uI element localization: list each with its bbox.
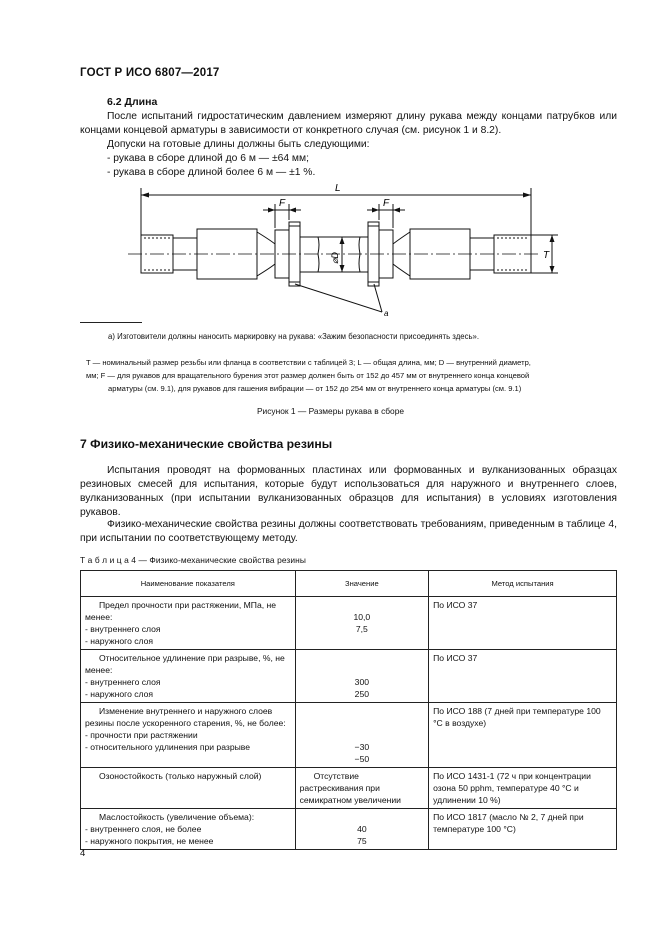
label-F-right: F [383, 198, 390, 209]
label-T: T [543, 250, 550, 261]
row-value: 250 [354, 689, 370, 699]
document-header: ГОСТ Р ИСО 6807—2017 [80, 67, 220, 79]
row-value: 7,5 [355, 624, 368, 634]
table-row [81, 703, 617, 768]
tolerance-item-2: - рукава в сборе длиной более 6 м — ±1 %. [107, 167, 316, 178]
row-value: −50 [354, 754, 370, 764]
label-a: a [384, 309, 389, 318]
section-6-2-para2: Допуски на готовые длины должны быть следующими: [107, 139, 370, 150]
row-method: По ИСО 37 [433, 653, 478, 663]
table-4-caption: Т а б л и ц а 4 — Физико-механические свойства резины [80, 555, 306, 565]
section-7-para1: Испытания проводят на формованных пластинах или формованных и вулканизованных образцах резиновых смесей для испытания, которые будут использоваться для наружного и внутреннего слоев, вулканизованных (при испытании вулканизованных образцов для испытания) в условиях изготовления рукавов. [80, 465, 617, 518]
hose-assembly-figure [120, 182, 570, 322]
page-number: 4 [80, 848, 86, 859]
row-value: 300 [354, 677, 370, 687]
row-method: По ИСО 37 [433, 600, 478, 610]
row-sub: - наружного слоя [85, 689, 154, 699]
footnote-rule [80, 322, 142, 323]
table-row [81, 809, 617, 850]
row-name: Предел прочности при растяжении, МПа, не менее: [85, 600, 277, 622]
section-7-para2: Физико-механические свойства резины должны соответствовать требованиям, приведенным в таблице 4, при испытании по соответствующему методу. [80, 519, 617, 544]
row-method: По ИСО 188 (7 дней при температуре 100 °С в воздухе) [433, 706, 601, 728]
table-row [81, 650, 617, 703]
label-L: L [335, 183, 341, 194]
figure-legend-2: мм; F — для рукавов для вращательного бурения этот размер должен быть от 152 до 457 мм от внутреннего конца концевой [86, 371, 530, 380]
row-sub: - внутреннего слоя [85, 624, 161, 634]
label-F-left: F [279, 198, 286, 209]
header-method: Метод испытания [429, 571, 617, 597]
row-value: 75 [357, 836, 367, 846]
figure-footnote: a) Изготовители должны наносить маркировку на рукава: «Зажим безопасности присоединять здесь». [108, 332, 480, 341]
figure-caption: Рисунок 1 — Размеры рукава в сборе [256, 406, 405, 416]
table-row [81, 597, 617, 650]
row-name: Маслостойкость (увеличение объема): [99, 812, 255, 822]
row-sub: - наружного покрытия, не менее [85, 836, 214, 846]
header-name: Наименование показателя [81, 571, 296, 597]
row-value: 40 [357, 824, 367, 834]
figure-legend-1: T — номинальный размер резьбы или фланца в соответствии с таблицей 3; L — общая длина, мм; D — внутренний диаметр, [86, 358, 531, 367]
row-sub: - относительного удлинения при разрыве [85, 742, 251, 752]
row-sub: - внутреннего слоя [85, 677, 161, 687]
label-D: ⌀D [330, 252, 340, 264]
figure-legend-3: арматуры (см. 9.1), для рукавов для гашения вибрации — от 152 до 254 мм от внутреннего конца арматуры (см. 9.1) [108, 384, 522, 393]
row-value: −30 [354, 742, 370, 752]
row-name: Озоностойкость (только наружный слой) [99, 771, 262, 781]
table-4 [80, 570, 617, 850]
row-sub: - наружного слоя [85, 636, 154, 646]
row-name: Относительное удлинение при разрыве, %, не менее: [85, 653, 285, 675]
arrow-left [141, 193, 149, 198]
table-row [81, 768, 617, 809]
row-value: 10,0 [353, 612, 371, 622]
row-sub: - внутреннего слоя, не более [85, 824, 202, 834]
row-method: По ИСО 1817 (масло № 2, 7 дней при температуре 100 °С) [433, 812, 584, 834]
row-name: Изменение внутреннего и наружного слоев резины после ускоренного старения, %, не более: [85, 706, 286, 728]
arrow-right [523, 193, 531, 198]
section-6-2-title: 6.2 Длина [107, 96, 158, 108]
row-sub: - прочности при растяжении [85, 730, 198, 740]
row-value-text: Отсутствие растрескивания при семикратном увеличении [299, 771, 401, 805]
section-6-2-para1: После испытаний гидростатическим давлением измеряют длину рукава между концами патрубков или концами концевой арматуры в зависимости от конкретного случая (см. рисунок 1 и 8.2). [80, 111, 617, 136]
table-header-row [81, 571, 617, 597]
tolerance-item-1: - рукава в сборе длиной до 6 м — ±64 мм; [107, 153, 309, 164]
section-7-title: 7 Физико-механические свойства резины [80, 437, 333, 451]
row-method: По ИСО 1431-1 (72 ч при концентрации озона 50 pphm, температуре 40 °С и удлинении 10 %) [433, 771, 591, 805]
header-value: Значение [295, 571, 429, 597]
